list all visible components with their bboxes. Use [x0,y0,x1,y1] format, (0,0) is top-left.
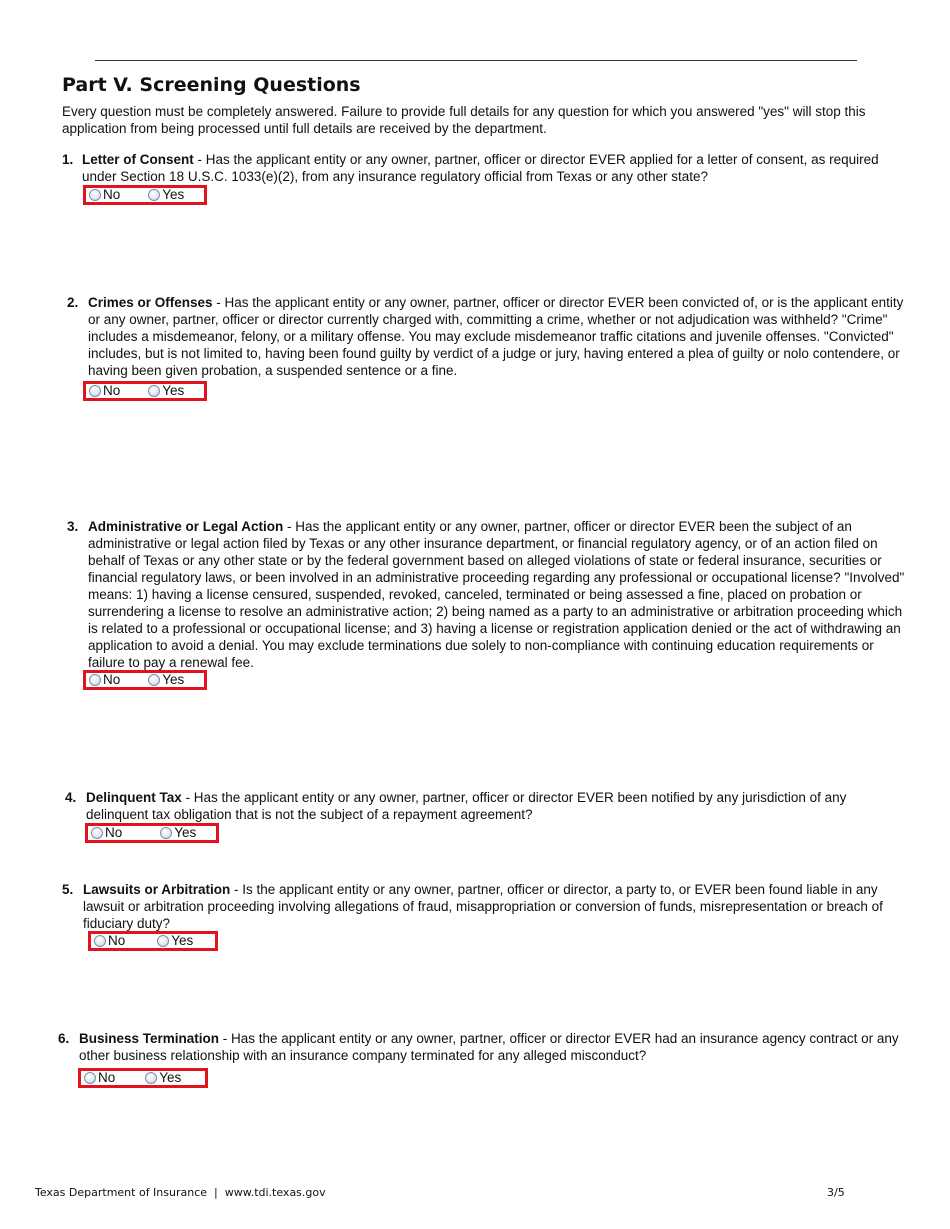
question-number: 3. [67,519,79,534]
yes-option[interactable]: Yes [148,188,184,202]
yes-option[interactable]: Yes [148,384,184,398]
radio-circle-icon[interactable] [148,674,160,686]
question-5-radio-group [88,931,218,951]
question-number: 1. [62,152,74,167]
radio-circle-icon[interactable] [145,1072,157,1084]
question-number: 5. [62,882,74,897]
radio-circle-icon[interactable] [84,1072,96,1084]
section-intro: Every question must be completely answered. Failure to provide full details for any question for which you answered "yes" will stop this application from being processed until full details are received by the department. [62,104,866,136]
question-6-radio-group [78,1068,208,1088]
yes-option[interactable]: Yes [160,826,196,840]
radio-circle-icon[interactable] [89,385,101,397]
section-title: Part V. Screening Questions [62,74,361,96]
question-2 [67,294,907,379]
question-3 [67,518,907,671]
question-text: - Has the applicant entity or any owner, partner, officer or director EVER been convicted of, or is the applicant entity or any owner, partner, officer or director currently charged with, committing a crime, whether or not adjudication was withheld? "Crime" includes a misdemeanor, felony, or a military offense. You may exclude misdemeanor traffic citations and juvenile offenses. "Convicted" includes, but is not limited to, having been found guilty by verdict of a judge or jury, having entered a plea of guilty or nolo contendere, or having been given probation, a suspended sentence or a fine. [88,295,904,378]
radio-circle-icon[interactable] [148,189,160,201]
radio-circle-icon[interactable] [160,827,172,839]
question-text: - Has the applicant entity or any owner, partner, officer or director EVER been notified by any jurisdiction of any delinquent tax obligation that is not the subject of a repayment agreement? [86,790,847,822]
question-heading: Delinquent Tax [86,790,182,805]
no-option[interactable]: No [89,673,120,687]
radio-circle-icon[interactable] [89,674,101,686]
header-rule [95,60,857,61]
question-1 [62,151,902,185]
radio-circle-icon[interactable] [94,935,106,947]
radio-circle-icon[interactable] [157,935,169,947]
no-option[interactable]: No [84,1071,115,1085]
question-1-radio-group [83,185,207,205]
no-option[interactable]: No [94,934,125,948]
question-text: - Has the applicant entity or any owner, partner, officer or director EVER been the subject of an administrative or legal action filed by Texas or any other insurance department, or financial regulatory agency, or of an action filed on behalf of Texas or any other state or by the federal government based on alleged violations of state or federal insurance, securities or financial regulatory laws, or been involved in an administrative proceeding regarding any professional or occupational license? "Involved" means: 1) having a license censured, suspended, revoked, canceled, terminated or being assessed a fine, placed on probation or surrendering a license to resolve an administrative action; 2) being named as a party to an administrative or arbitration proceeding which is related to a professional or occupational license; and 3) having a license or registration application denied or the act of withdrawing an application to avoid a denial. You may exclude terminations due solely to non-compliance with continuing education requirements or failure to pay a renewal fee. [88,519,905,670]
question-number: 4. [65,790,77,805]
question-6 [58,1030,907,1064]
question-text: - Has the applicant entity or any owner, partner, officer or director EVER applied for a letter of consent, as required under Section 18 U.S.C. 1033(e)(2), from any insurance regulatory official from Texas or any other state? [82,152,879,184]
yes-option[interactable]: Yes [145,1071,181,1085]
question-heading: Letter of Consent [82,152,194,167]
question-number: 2. [67,295,79,310]
question-5 [62,881,907,932]
question-heading: Administrative or Legal Action [88,519,284,534]
question-3-radio-group [83,670,207,690]
radio-circle-icon[interactable] [89,189,101,201]
question-number: 6. [58,1031,70,1046]
no-option[interactable]: No [89,188,120,202]
question-text: - Has the applicant entity or any owner, partner, officer or director EVER had an insurance agency contract or any other business relationship with an insurance company terminated for any alleged misconduct? [79,1031,899,1063]
footer-page-number: 3/5 [827,1186,845,1199]
no-option[interactable]: No [89,384,120,398]
question-heading: Lawsuits or Arbitration [83,882,231,897]
question-heading: Crimes or Offenses [88,295,213,310]
no-option[interactable]: No [91,826,122,840]
question-heading: Business Termination [79,1031,220,1046]
question-2-radio-group [83,381,207,401]
question-4 [65,789,907,823]
radio-circle-icon[interactable] [148,385,160,397]
question-text: - Is the applicant entity or any owner, partner, officer or director, a party to, or EVER been found liable in any lawsuit or arbitration proceeding involving allegations of fraud, misappropriation or conversion of funds, misrepresentation or breach of fiduciary duty? [83,882,883,931]
radio-circle-icon[interactable] [91,827,103,839]
yes-option[interactable]: Yes [157,934,193,948]
yes-option[interactable]: Yes [148,673,184,687]
question-4-radio-group [85,823,219,843]
footer-agency: Texas Department of Insurance | www.tdi.texas.gov [35,1186,326,1199]
